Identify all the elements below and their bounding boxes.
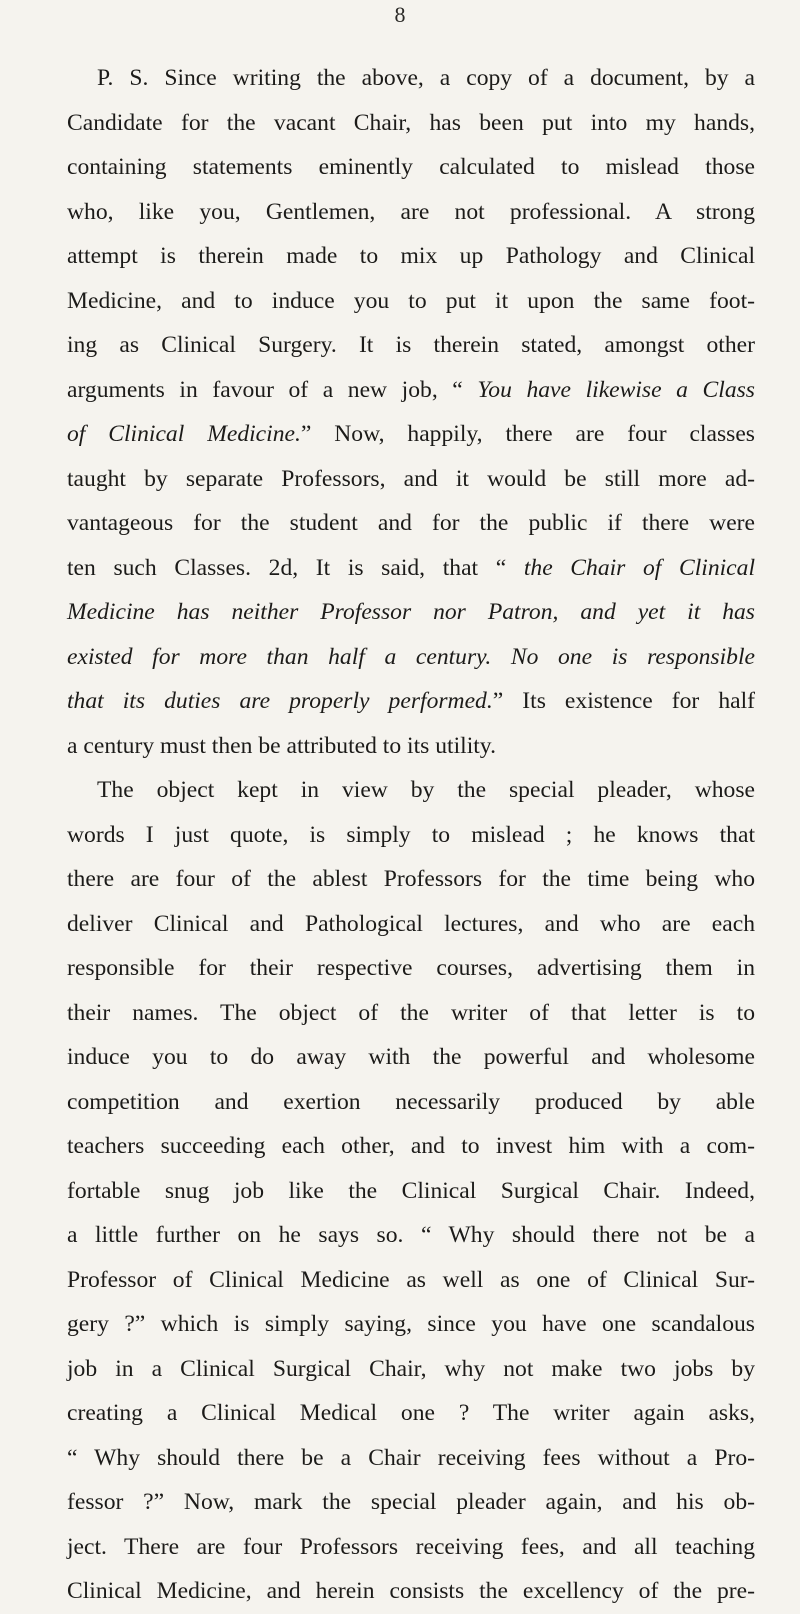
text-segment: fortable snug job like the Clinical Surgical Chair. Indeed, [67,1177,755,1204]
text-segment: fessor ?” Now, mark the special pleader again, and his ob- [67,1489,755,1515]
text-segment: Professor of Clinical Medicine as well as one of Clinical Sur- [67,1266,755,1293]
text-line [67,590,755,635]
text-line [67,1258,755,1303]
text-line [67,323,755,368]
text-line [67,1347,755,1392]
text-segment: words I just quote, is simply to mislead ; he knows that [67,821,755,848]
text-segment: deliver Clinical and Pathological lectures, and who are each [67,910,755,937]
italic-text: the Chair of Clinical [523,554,756,581]
italic-text: Medicine has neither Professor nor Patron, and yet it has [67,599,755,625]
text-segment: Medicine, and to induce you to put it upon the same foot- [67,287,755,314]
text-line [67,1569,755,1614]
text-segment: induce you to do away with the powerful and wholesome [67,1044,755,1070]
text-segment: ” Its existence for half [492,688,756,714]
text-segment: there are four of the ablest Professors for the time being who [67,866,755,892]
text-segment: their names. The object of the writer of that letter is to [67,999,755,1026]
text-segment: creating a Clinical Medical one ? The writer again asks, [67,1400,755,1426]
text-line [67,279,755,324]
text-segment: responsible for their respective courses, advertising them in [67,955,755,981]
text-segment: P. S. Since writing the above, a copy of a document, by a [97,65,755,91]
text-segment: arguments in favour of a new job, “ [67,376,478,403]
text-segment: Clinical Medicine, and herein consists the excellency of the pre- [67,1578,755,1604]
text-line [67,1124,755,1169]
text-line [67,1436,755,1481]
text-segment: competition and exertion necessarily produced by able [67,1088,755,1115]
text-segment: ” Now, happily, there are four classes [300,421,755,447]
italic-text: You have likewise a Class [477,376,755,403]
text-line [67,368,755,413]
italic-text: existed for more than half a century. No one is responsible [67,643,755,670]
text-segment: ten such Classes. 2d, It is said, that “ [67,554,524,581]
text-line [67,101,755,146]
text-segment: job in a Clinical Surgical Chair, why not make two jobs by [67,1355,755,1382]
text-line [67,635,755,680]
text-segment: attempt is therein made to mix up Pathology and Clinical [67,243,755,269]
text-line [67,546,755,591]
text-line [67,857,755,902]
text-segment: who, like you, Gentlemen, are not professional. A strong [67,198,755,225]
text-line [67,1169,755,1214]
text-segment: teachers succeeding each other, and to invest him with a com- [67,1133,755,1159]
text-line [67,234,755,279]
text-segment: The object kept in view by the special pleader, whose [97,777,755,803]
text-segment: ject. There are four Professors receiving fees, and all teaching [67,1533,755,1560]
text-segment: gery ?” which is simply saying, since you have one scandalous [67,1311,755,1337]
text-line [67,1213,755,1258]
text-line [67,1302,755,1347]
text-line [67,190,755,235]
text-line [67,902,755,947]
text-line [67,1391,755,1436]
text-line [67,768,755,813]
page-number: 8 [394,2,406,27]
text-segment: “ Why should there be a Chair receiving fees without a Pro- [67,1444,755,1471]
italic-text: of Clinical Medicine. [67,421,301,447]
text-line [67,1480,755,1525]
text-line [67,1080,755,1125]
text-line [67,457,755,502]
text-line [67,991,755,1036]
text-segment: containing statements eminently calculated to mislead those [67,154,755,180]
text-line [67,813,755,858]
text-segment: vantageous for the student and for the public if there were [67,510,755,536]
text-line [67,412,755,457]
text-segment: Candidate for the vacant Chair, has been put into my hands, [67,109,755,136]
text-line [67,724,755,769]
text-segment: a little further on he says so. “ Why should there not be a [67,1222,755,1248]
text-segment: taught by separate Professors, and it would be still more ad- [67,465,755,492]
text-line [67,56,755,101]
italic-text: that its duties are properly performed. [67,688,493,714]
text-line [67,1525,755,1570]
text-segment: ing as Clinical Surgery. It is therein stated, amongst other [67,332,755,358]
text-segment: a century must then be attributed to its utility. [67,732,496,759]
text-line [67,679,755,724]
text-line [67,501,755,546]
text-line [67,946,755,991]
body-text [67,56,755,1614]
text-line [67,1035,755,1080]
text-line [67,145,755,190]
